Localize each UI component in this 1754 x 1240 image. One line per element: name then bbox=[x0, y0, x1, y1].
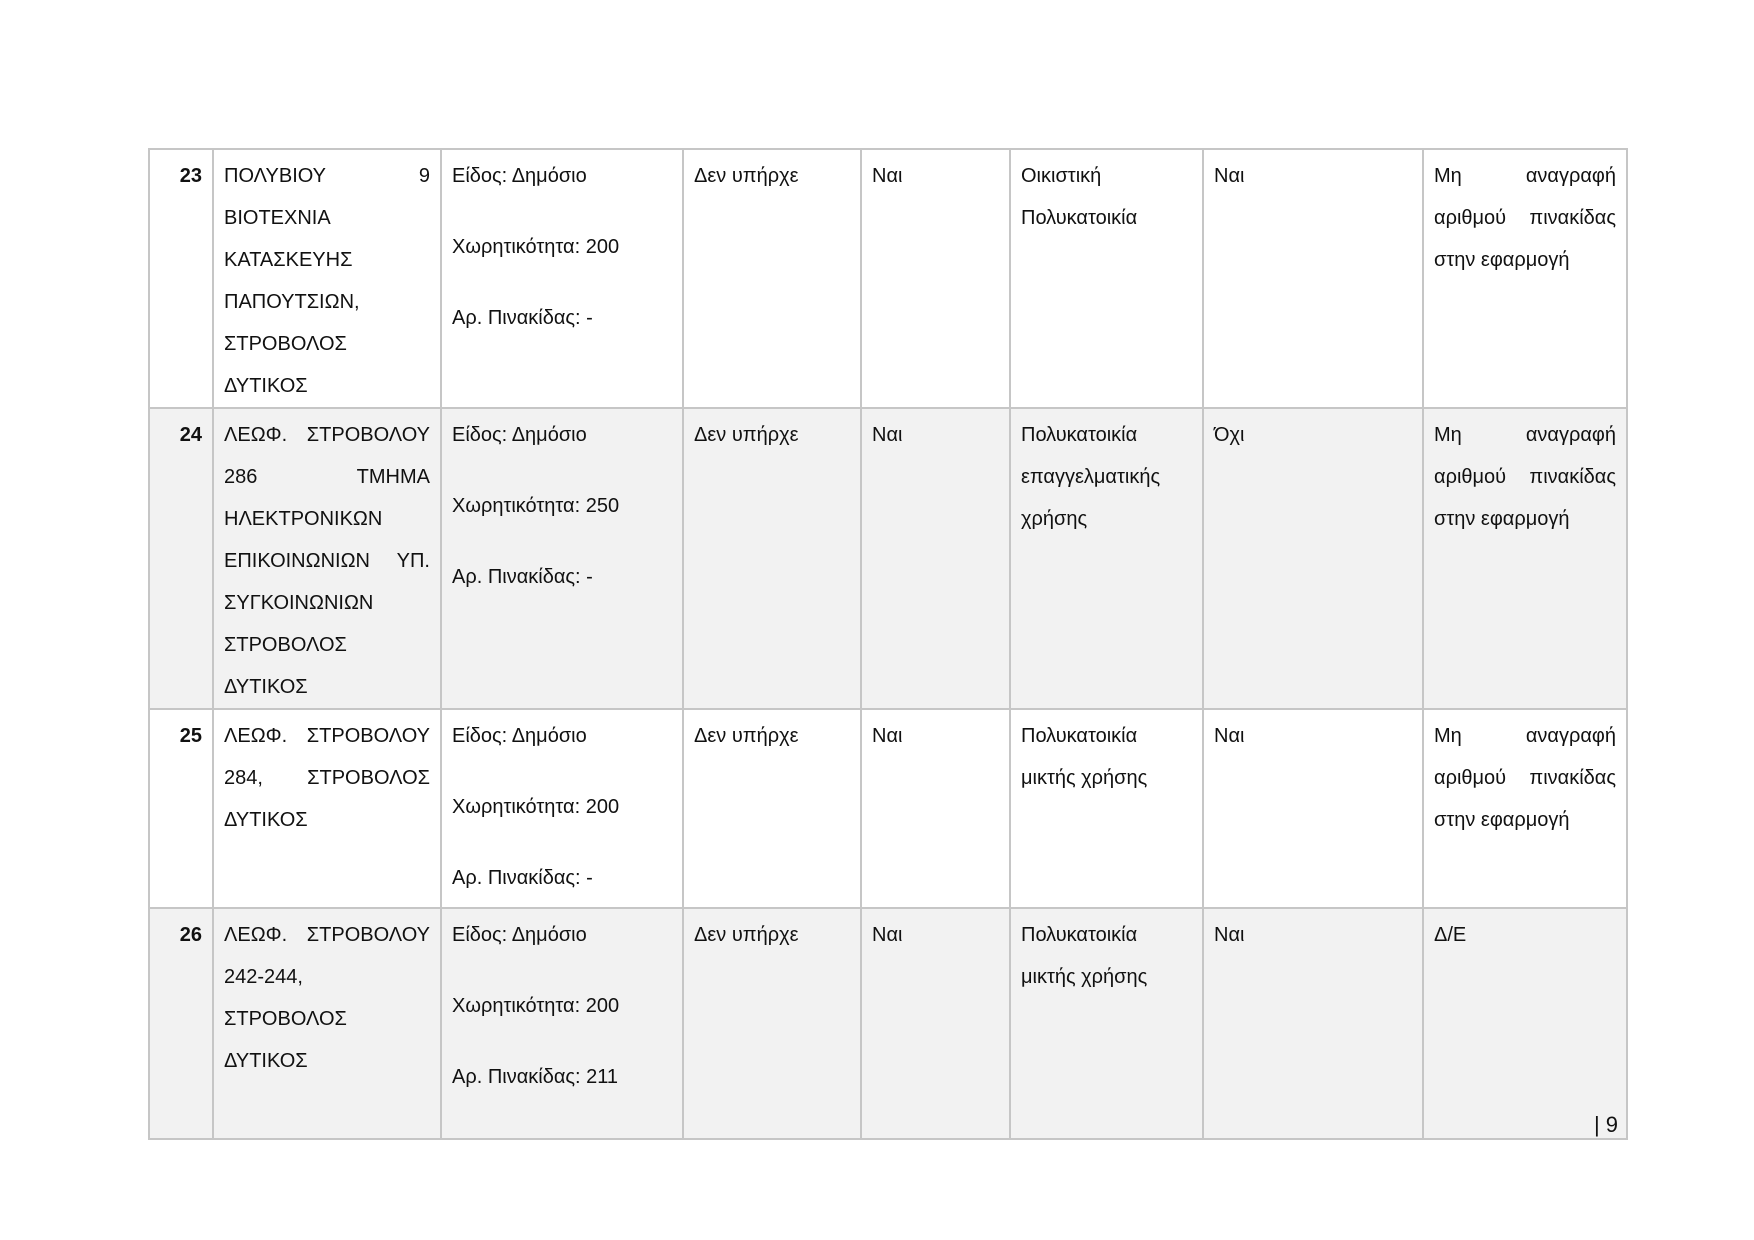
address-line: ΚΑΤΑΣΚΕΥΗΣ bbox=[224, 249, 353, 271]
column-4-cell: Δεν υπήρχε bbox=[683, 408, 861, 709]
column-7-cell: Ναι bbox=[1203, 149, 1423, 408]
address-line: 242-244, ΣΤΡΟΒΟΛΟΣ bbox=[224, 966, 347, 1030]
address-line: ΔΥΤΙΚΟΣ bbox=[224, 1050, 308, 1072]
column-5-cell: Ναι bbox=[861, 408, 1010, 709]
address-cell bbox=[213, 709, 441, 908]
building-type-cell: Οικιστική Πολυκατοικία bbox=[1010, 149, 1203, 408]
column-4-cell: Δεν υπήρχε bbox=[683, 709, 861, 908]
parking-info-cell bbox=[441, 408, 683, 709]
row-number: 23 bbox=[149, 149, 213, 408]
plate-number: Αρ. Πινακίδας: - bbox=[452, 566, 593, 588]
address-line: ΛΕΩΦ. ΣΤΡΟΒΟΛΟΥ bbox=[224, 725, 430, 747]
plate-number: Αρ. Πινακίδας: - bbox=[452, 867, 593, 889]
note-line: αριθμού πινακίδας bbox=[1434, 767, 1616, 789]
address-line: ΕΠΙΚΟΙΝΩΝΙΩΝ ΥΠ. bbox=[224, 550, 430, 572]
address-line: 286 ΤΜΗΜΑ bbox=[224, 466, 430, 488]
parking-kind: Είδος: Δημόσιο bbox=[452, 165, 587, 187]
column-4-cell: Δεν υπήρχε bbox=[683, 908, 861, 1139]
parking-capacity: Χωρητικότητα: 250 bbox=[452, 495, 620, 517]
address-line: ΠΟΛΥΒΙΟΥ 9 bbox=[224, 165, 430, 187]
column-7-cell: Ναι bbox=[1203, 908, 1423, 1139]
address-line: ΔΥΤΙΚΟΣ bbox=[224, 809, 308, 831]
page-number: | 9 bbox=[1593, 1112, 1618, 1137]
address-line: ΣΥΓΚΟΙΝΩΝΙΩΝ bbox=[224, 592, 374, 614]
address-line: 284, ΣΤΡΟΒΟΛΟΣ bbox=[224, 767, 430, 789]
notes-cell bbox=[1423, 709, 1627, 908]
parking-kind: Είδος: Δημόσιο bbox=[452, 924, 587, 946]
row-number: 25 bbox=[149, 709, 213, 908]
note-line: αριθμού πινακίδας bbox=[1434, 207, 1616, 229]
building-type-cell: Πολυκατοικία επαγγελματικής χρήσης bbox=[1010, 408, 1203, 709]
address-line: ΛΕΩΦ. ΣΤΡΟΒΟΛΟΥ bbox=[224, 924, 430, 946]
address-line: ΣΤΡΟΒΟΛΟΣ ΔΥΤΙΚΟΣ bbox=[224, 634, 347, 698]
address-cell bbox=[213, 149, 441, 408]
table-row bbox=[149, 709, 1627, 908]
column-5-cell: Ναι bbox=[861, 908, 1010, 1139]
parking-capacity: Χωρητικότητα: 200 bbox=[452, 995, 620, 1017]
table-row bbox=[149, 908, 1627, 1139]
note-line: στην εφαρμογή bbox=[1434, 508, 1570, 530]
column-5-cell: Ναι bbox=[861, 149, 1010, 408]
column-5-cell: Ναι bbox=[861, 709, 1010, 908]
address-line: ΣΤΡΟΒΟΛΟΣ ΔΥΤΙΚΟΣ bbox=[224, 333, 347, 397]
records-table bbox=[148, 148, 1628, 1140]
plate-number: Αρ. Πινακίδας: 211 bbox=[452, 1066, 619, 1088]
note-line: αριθμού πινακίδας bbox=[1434, 466, 1616, 488]
address-line: ΛΕΩΦ. ΣΤΡΟΒΟΛΟΥ bbox=[224, 424, 430, 446]
notes-cell bbox=[1423, 408, 1627, 709]
parking-capacity: Χωρητικότητα: 200 bbox=[452, 236, 620, 258]
notes-cell bbox=[1423, 149, 1627, 408]
parking-kind: Είδος: Δημόσιο bbox=[452, 725, 587, 747]
row-number: 24 bbox=[149, 408, 213, 709]
column-4-cell: Δεν υπήρχε bbox=[683, 149, 861, 408]
building-type-cell: Πολυκατοικία μικτής χρήσης bbox=[1010, 709, 1203, 908]
parking-capacity: Χωρητικότητα: 200 bbox=[452, 796, 620, 818]
row-number: 26 bbox=[149, 908, 213, 1139]
plate-number: Αρ. Πινακίδας: - bbox=[452, 307, 593, 329]
parking-info-cell bbox=[441, 908, 683, 1139]
note-line: Μη αναγραφή bbox=[1434, 725, 1616, 747]
address-line: ΒΙΟΤΕΧΝΙΑ bbox=[224, 207, 331, 229]
parking-kind: Είδος: Δημόσιο bbox=[452, 424, 587, 446]
column-7-cell: Ναι bbox=[1203, 709, 1423, 908]
note-line: Δ/Ε bbox=[1434, 924, 1467, 946]
parking-info-cell bbox=[441, 709, 683, 908]
column-7-cell: Όχι bbox=[1203, 408, 1423, 709]
address-cell bbox=[213, 908, 441, 1139]
note-line: στην εφαρμογή bbox=[1434, 809, 1570, 831]
table-row bbox=[149, 408, 1627, 709]
table-row bbox=[149, 149, 1627, 408]
note-line: Μη αναγραφή bbox=[1434, 424, 1616, 446]
note-line: Μη αναγραφή bbox=[1434, 165, 1616, 187]
address-cell bbox=[213, 408, 441, 709]
parking-info-cell bbox=[441, 149, 683, 408]
address-line: ΠΑΠΟΥΤΣΙΩΝ, bbox=[224, 291, 360, 313]
notes-cell bbox=[1423, 908, 1627, 1139]
building-type-cell: Πολυκατοικία μικτής χρήσης bbox=[1010, 908, 1203, 1139]
address-line: ΗΛΕΚΤΡΟΝΙΚΩΝ bbox=[224, 508, 383, 530]
note-line: στην εφαρμογή bbox=[1434, 249, 1570, 271]
